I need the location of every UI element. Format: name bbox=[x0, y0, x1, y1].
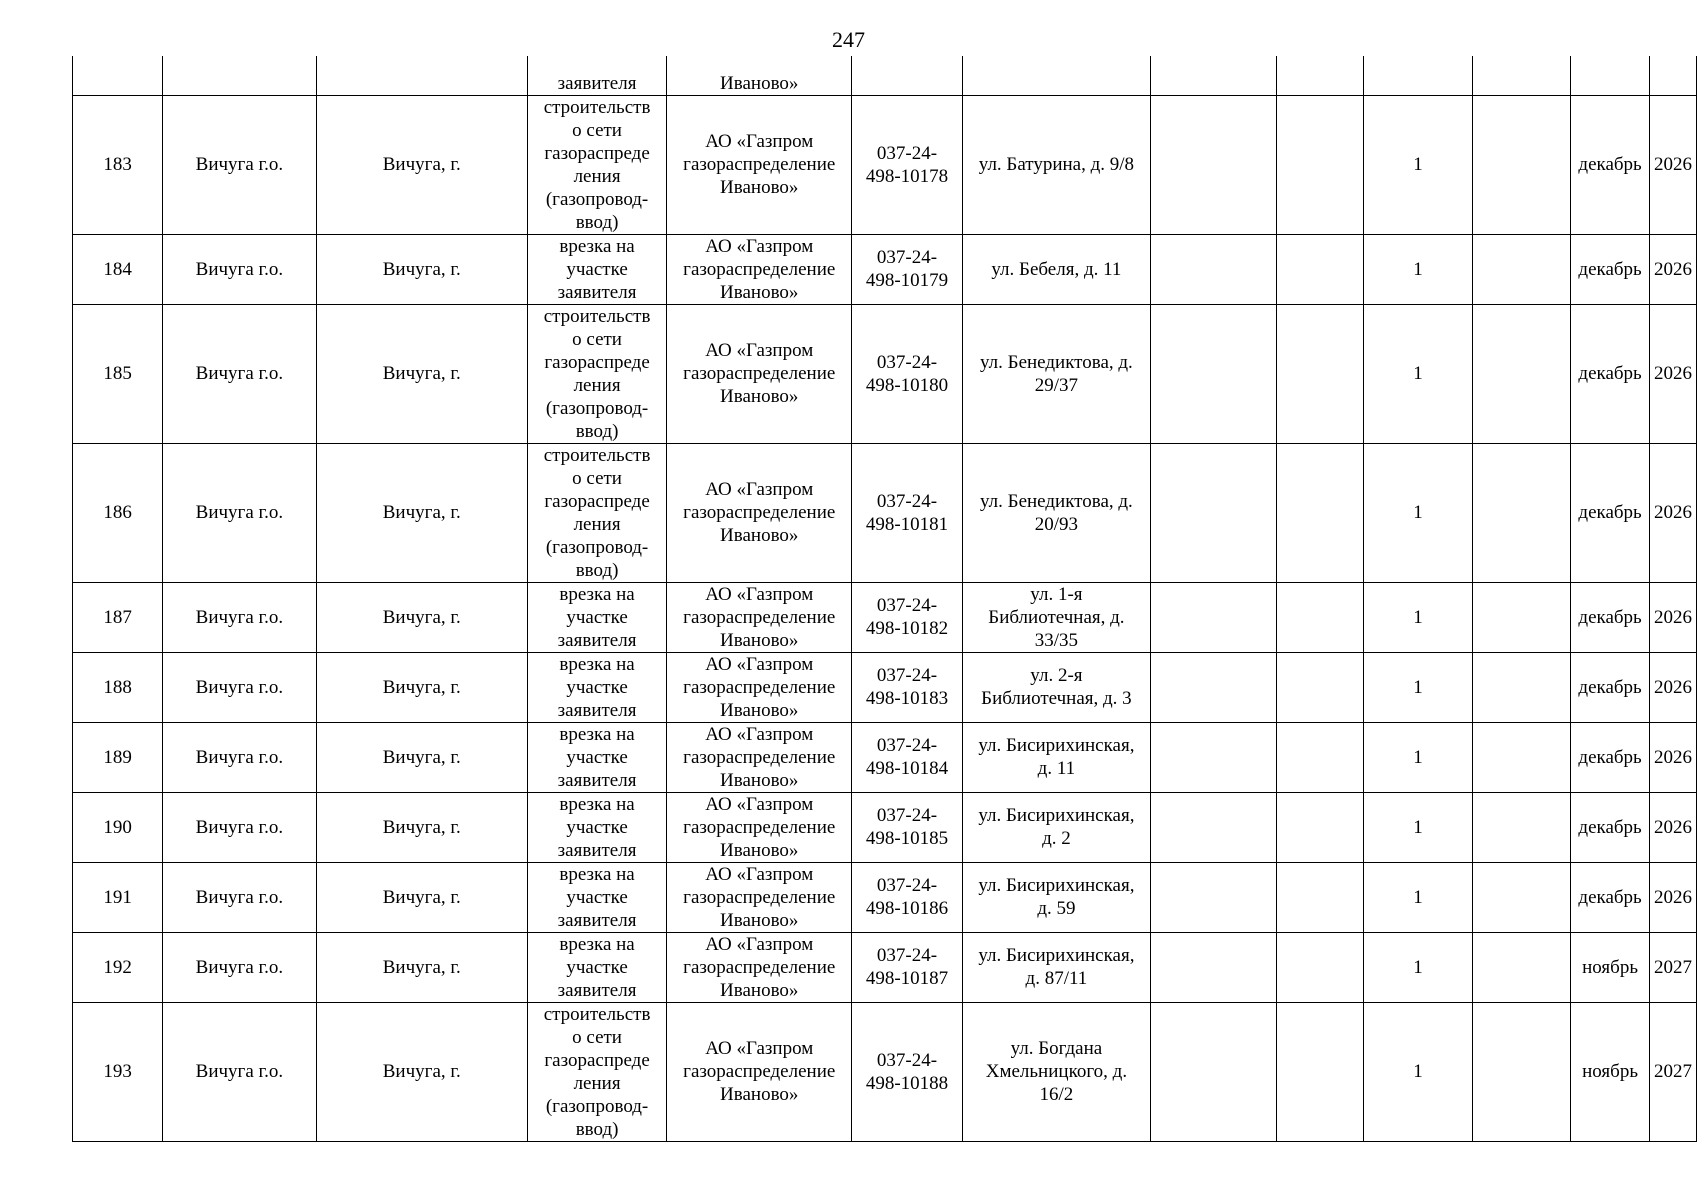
cell-col8 bbox=[1151, 443, 1277, 582]
cell-work-type: строительств о сети газораспреде ления (газопровод- ввод) bbox=[528, 443, 667, 582]
cell-operator: АО «Газпром газораспределение Иваново» bbox=[667, 932, 852, 1002]
table-row bbox=[73, 95, 1697, 234]
cell-col11 bbox=[1473, 862, 1571, 932]
table-row bbox=[73, 792, 1697, 862]
cell-code: 037-24- 498-10187 bbox=[852, 932, 962, 1002]
cell-count: 1 bbox=[1363, 652, 1472, 722]
cell-operator: АО «Газпром газораспределение Иваново» bbox=[667, 862, 852, 932]
page-number: 247 bbox=[832, 27, 865, 52]
cell-col9 bbox=[1277, 95, 1364, 234]
cell-year: 2026 bbox=[1650, 582, 1697, 652]
cell-count: 1 bbox=[1363, 792, 1472, 862]
cell-num: 190 bbox=[73, 792, 163, 862]
cell-year: 2026 bbox=[1650, 792, 1697, 862]
cell-count: 1 bbox=[1363, 862, 1472, 932]
cell-month: ноябрь bbox=[1571, 932, 1650, 1002]
cell-code: 037-24- 498-10188 bbox=[852, 1002, 962, 1141]
cell-operator: АО «Газпром газораспределение Иваново» bbox=[667, 652, 852, 722]
cell-count: 1 bbox=[1363, 304, 1472, 443]
cell-count: 1 bbox=[1363, 234, 1472, 304]
cell-address: ул. Богдана Хмельницкого, д. 16/2 bbox=[962, 1002, 1151, 1141]
cell-month: декабрь bbox=[1571, 722, 1650, 792]
cell-num: 193 bbox=[73, 1002, 163, 1141]
cell-col9 bbox=[1277, 862, 1364, 932]
table-row bbox=[73, 443, 1697, 582]
cell-col8 bbox=[1151, 582, 1277, 652]
cell-locality: Вичуга, г. bbox=[316, 234, 528, 304]
cell-year: 2026 bbox=[1650, 862, 1697, 932]
cell-col11 bbox=[1473, 1002, 1571, 1141]
cell-code: 037-24- 498-10186 bbox=[852, 862, 962, 932]
cell-col9 bbox=[1277, 722, 1364, 792]
cell-count: 1 bbox=[1363, 932, 1472, 1002]
table-row bbox=[73, 582, 1697, 652]
cell-num: 189 bbox=[73, 722, 163, 792]
table-row bbox=[73, 932, 1697, 1002]
cell-district: Вичуга г.о. bbox=[163, 862, 316, 932]
cell-month: декабрь bbox=[1571, 443, 1650, 582]
cell-code: 037-24- 498-10184 bbox=[852, 722, 962, 792]
cell-num: 191 bbox=[73, 862, 163, 932]
cell-operator: АО «Газпром газораспределение Иваново» bbox=[667, 582, 852, 652]
cell-district: Вичуга г.о. bbox=[163, 95, 316, 234]
cell-month bbox=[1571, 56, 1650, 95]
cell-col11 bbox=[1473, 932, 1571, 1002]
cell-count: 1 bbox=[1363, 95, 1472, 234]
cell-col8 bbox=[1151, 932, 1277, 1002]
cell-col9 bbox=[1277, 932, 1364, 1002]
cell-address: ул. Бисирихинская, д. 87/11 bbox=[962, 932, 1151, 1002]
cell-num: 192 bbox=[73, 932, 163, 1002]
cell-work-type: врезка на участке заявителя bbox=[528, 722, 667, 792]
cell-year: 2026 bbox=[1650, 443, 1697, 582]
cell-operator: АО «Газпром газораспределение Иваново» bbox=[667, 1002, 852, 1141]
cell-count bbox=[1363, 56, 1472, 95]
cell-district: Вичуга г.о. bbox=[163, 1002, 316, 1141]
cell-district: Вичуга г.о. bbox=[163, 234, 316, 304]
cell-locality: Вичуга, г. bbox=[316, 862, 528, 932]
cell-address: ул. Бебеля, д. 11 bbox=[962, 234, 1151, 304]
cell-locality: Вичуга, г. bbox=[316, 652, 528, 722]
cell-num: 185 bbox=[73, 304, 163, 443]
cell-operator: АО «Газпром газораспределение Иваново» bbox=[667, 234, 852, 304]
cell-col11 bbox=[1473, 304, 1571, 443]
cell-year: 2026 bbox=[1650, 722, 1697, 792]
registry-table bbox=[72, 56, 1697, 1142]
cell-num bbox=[73, 56, 163, 95]
cell-count: 1 bbox=[1363, 722, 1472, 792]
cell-col9 bbox=[1277, 652, 1364, 722]
cell-locality: Вичуга, г. bbox=[316, 722, 528, 792]
cell-address: ул. Бисирихинская, д. 2 bbox=[962, 792, 1151, 862]
cell-work-type: врезка на участке заявителя bbox=[528, 862, 667, 932]
cell-locality: Вичуга, г. bbox=[316, 443, 528, 582]
cell-district: Вичуга г.о. bbox=[163, 932, 316, 1002]
cell-work-type: врезка на участке заявителя bbox=[528, 652, 667, 722]
cell-district: Вичуга г.о. bbox=[163, 652, 316, 722]
cell-col8 bbox=[1151, 792, 1277, 862]
cell-district: Вичуга г.о. bbox=[163, 304, 316, 443]
cell-locality: Вичуга, г. bbox=[316, 792, 528, 862]
cell-col8 bbox=[1151, 95, 1277, 234]
cell-operator: АО «Газпром газораспределение Иваново» bbox=[667, 443, 852, 582]
cell-col9 bbox=[1277, 56, 1364, 95]
cell-num: 183 bbox=[73, 95, 163, 234]
cell-operator: АО «Газпром газораспределение Иваново» bbox=[667, 95, 852, 234]
cell-col11 bbox=[1473, 234, 1571, 304]
cell-col8 bbox=[1151, 304, 1277, 443]
cell-work-type: заявителя bbox=[528, 56, 667, 95]
table-row bbox=[73, 862, 1697, 932]
cell-code: 037-24- 498-10180 bbox=[852, 304, 962, 443]
cell-operator: АО «Газпром газораспределение Иваново» bbox=[667, 304, 852, 443]
cell-col9 bbox=[1277, 443, 1364, 582]
cell-locality: Вичуга, г. bbox=[316, 582, 528, 652]
cell-col9 bbox=[1277, 792, 1364, 862]
cell-col11 bbox=[1473, 95, 1571, 234]
cell-num: 186 bbox=[73, 443, 163, 582]
cell-address: ул. 2-я Библиотечная, д. 3 bbox=[962, 652, 1151, 722]
cell-district bbox=[163, 56, 316, 95]
cell-locality bbox=[316, 56, 528, 95]
cell-col8 bbox=[1151, 1002, 1277, 1141]
cell-locality: Вичуга, г. bbox=[316, 932, 528, 1002]
cell-year bbox=[1650, 56, 1697, 95]
continuation-row bbox=[73, 56, 1697, 95]
cell-year: 2027 bbox=[1650, 1002, 1697, 1141]
cell-col11 bbox=[1473, 56, 1571, 95]
cell-code bbox=[852, 56, 962, 95]
cell-num: 188 bbox=[73, 652, 163, 722]
table-body bbox=[73, 56, 1697, 1141]
cell-count: 1 bbox=[1363, 582, 1472, 652]
cell-code: 037-24- 498-10178 bbox=[852, 95, 962, 234]
cell-col8 bbox=[1151, 234, 1277, 304]
cell-work-type: врезка на участке заявителя bbox=[528, 932, 667, 1002]
cell-col8 bbox=[1151, 722, 1277, 792]
cell-num: 184 bbox=[73, 234, 163, 304]
cell-work-type: строительств о сети газораспреде ления (газопровод- ввод) bbox=[528, 1002, 667, 1141]
cell-month: декабрь bbox=[1571, 304, 1650, 443]
cell-district: Вичуга г.о. bbox=[163, 582, 316, 652]
cell-col11 bbox=[1473, 582, 1571, 652]
cell-locality: Вичуга, г. bbox=[316, 1002, 528, 1141]
cell-operator: Иваново» bbox=[667, 56, 852, 95]
cell-month: декабрь bbox=[1571, 862, 1650, 932]
cell-address bbox=[962, 56, 1151, 95]
cell-year: 2026 bbox=[1650, 234, 1697, 304]
cell-col11 bbox=[1473, 443, 1571, 582]
cell-address: ул. Бенедиктова, д. 20/93 bbox=[962, 443, 1151, 582]
cell-address: ул. 1-я Библиотечная, д. 33/35 bbox=[962, 582, 1151, 652]
cell-col11 bbox=[1473, 722, 1571, 792]
cell-col9 bbox=[1277, 234, 1364, 304]
table-row bbox=[73, 652, 1697, 722]
cell-address: ул. Батурина, д. 9/8 bbox=[962, 95, 1151, 234]
cell-operator: АО «Газпром газораспределение Иваново» bbox=[667, 722, 852, 792]
cell-month: декабрь bbox=[1571, 95, 1650, 234]
cell-month: декабрь bbox=[1571, 792, 1650, 862]
cell-work-type: строительств о сети газораспреде ления (газопровод- ввод) bbox=[528, 304, 667, 443]
cell-district: Вичуга г.о. bbox=[163, 722, 316, 792]
table-row bbox=[73, 234, 1697, 304]
cell-year: 2026 bbox=[1650, 652, 1697, 722]
cell-operator: АО «Газпром газораспределение Иваново» bbox=[667, 792, 852, 862]
cell-code: 037-24- 498-10182 bbox=[852, 582, 962, 652]
cell-district: Вичуга г.о. bbox=[163, 443, 316, 582]
cell-address: ул. Бенедиктова, д. 29/37 bbox=[962, 304, 1151, 443]
cell-num: 187 bbox=[73, 582, 163, 652]
cell-work-type: врезка на участке заявителя bbox=[528, 582, 667, 652]
cell-code: 037-24- 498-10179 bbox=[852, 234, 962, 304]
cell-month: декабрь bbox=[1571, 652, 1650, 722]
cell-col8 bbox=[1151, 862, 1277, 932]
cell-col8 bbox=[1151, 652, 1277, 722]
cell-col8 bbox=[1151, 56, 1277, 95]
cell-col9 bbox=[1277, 1002, 1364, 1141]
cell-locality: Вичуга, г. bbox=[316, 95, 528, 234]
cell-month: ноябрь bbox=[1571, 1002, 1650, 1141]
cell-year: 2026 bbox=[1650, 95, 1697, 234]
cell-year: 2027 bbox=[1650, 932, 1697, 1002]
cell-code: 037-24- 498-10183 bbox=[852, 652, 962, 722]
cell-address: ул. Бисирихинская, д. 59 bbox=[962, 862, 1151, 932]
table-row bbox=[73, 722, 1697, 792]
cell-work-type: врезка на участке заявителя bbox=[528, 234, 667, 304]
cell-col11 bbox=[1473, 652, 1571, 722]
cell-work-type: врезка на участке заявителя bbox=[528, 792, 667, 862]
cell-count: 1 bbox=[1363, 1002, 1472, 1141]
cell-locality: Вичуга, г. bbox=[316, 304, 528, 443]
cell-code: 037-24- 498-10185 bbox=[852, 792, 962, 862]
cell-district: Вичуга г.о. bbox=[163, 792, 316, 862]
table-row bbox=[73, 304, 1697, 443]
cell-code: 037-24- 498-10181 bbox=[852, 443, 962, 582]
cell-address: ул. Бисирихинская, д. 11 bbox=[962, 722, 1151, 792]
cell-month: декабрь bbox=[1571, 234, 1650, 304]
cell-col9 bbox=[1277, 304, 1364, 443]
table-row bbox=[73, 1002, 1697, 1141]
cell-year: 2026 bbox=[1650, 304, 1697, 443]
cell-work-type: строительств о сети газораспреде ления (газопровод- ввод) bbox=[528, 95, 667, 234]
cell-col9 bbox=[1277, 582, 1364, 652]
cell-month: декабрь bbox=[1571, 582, 1650, 652]
cell-count: 1 bbox=[1363, 443, 1472, 582]
cell-col11 bbox=[1473, 792, 1571, 862]
